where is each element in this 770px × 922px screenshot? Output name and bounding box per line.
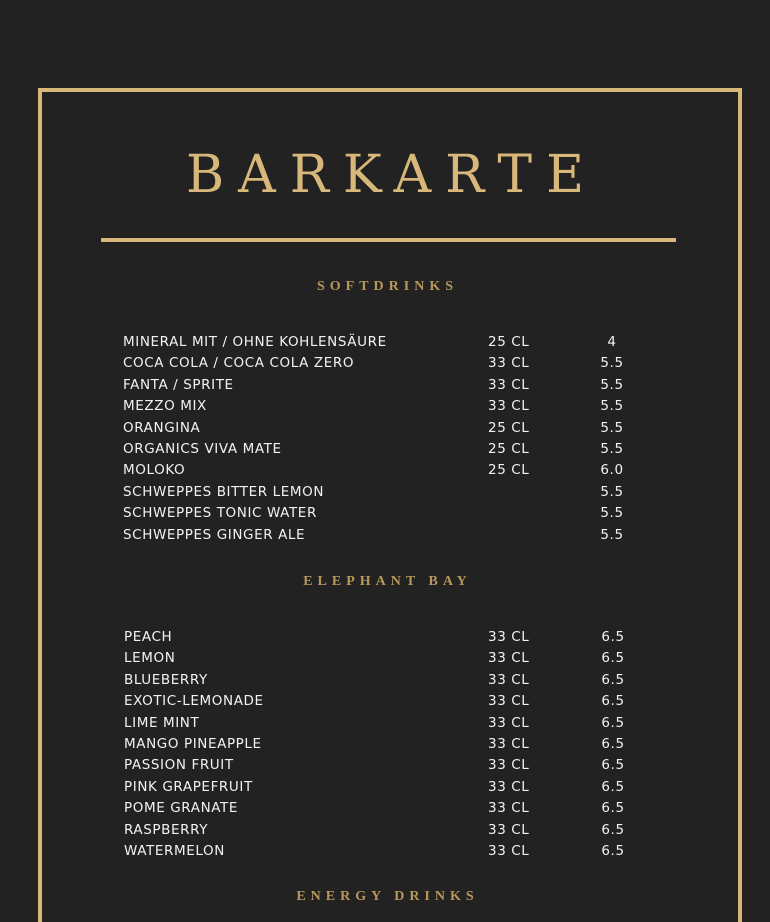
item-size: 33 CL (488, 842, 530, 859)
item-size: 25 CL (488, 462, 530, 479)
item-name: MEZZO MIX (123, 398, 207, 415)
list-item (0, 525, 770, 546)
elephant-bay-list (0, 627, 770, 862)
list-item (0, 691, 770, 712)
item-name: POME GRANATE (124, 800, 239, 817)
item-size: 33 CL (488, 671, 530, 688)
list-item (0, 713, 770, 734)
item-name: MOLOKO (123, 462, 186, 479)
section-title-elephant-bay: ELEPHANT BAY (303, 574, 472, 589)
item-name: MANGO PINEAPPLE (124, 735, 262, 752)
item-price: 6.5 (601, 650, 625, 667)
item-size: 33 CL (488, 821, 530, 838)
list-item (0, 670, 770, 691)
item-price: 6.5 (601, 629, 625, 645)
menu-title: BARKARTE (185, 145, 599, 205)
item-name: PINK GRAPEFRUIT (124, 778, 253, 795)
item-size: 33 CL (488, 355, 530, 372)
item-name: RASPBERRY (124, 821, 209, 838)
item-price: 6.5 (601, 693, 625, 710)
list-item (0, 627, 770, 648)
item-name: PASSION FRUIT (124, 757, 234, 774)
item-price: 6.5 (601, 778, 625, 795)
item-name: PEACH (124, 629, 173, 645)
list-item (0, 841, 770, 862)
item-name: ORANGINA (123, 419, 201, 436)
item-price: 5.5 (600, 440, 624, 457)
list-item (0, 755, 770, 776)
list-item (0, 482, 770, 503)
item-price: 6.5 (601, 735, 625, 752)
item-name: SCHWEPPES BITTER LEMON (123, 483, 325, 500)
item-size: 33 CL (488, 735, 530, 752)
title-divider (101, 238, 676, 242)
item-price: 6.5 (601, 714, 625, 731)
item-name: MINERAL MIT / OHNE KOHLENSÄURE (123, 334, 387, 350)
item-name: ORGANICS VIVA MATE (123, 440, 282, 457)
list-item (0, 439, 770, 460)
list-item (0, 734, 770, 755)
item-size: 33 CL (488, 629, 530, 645)
item-size: 33 CL (488, 693, 530, 710)
softdrinks-list (0, 332, 770, 546)
item-price: 5.5 (600, 398, 624, 415)
item-size: 33 CL (488, 714, 530, 731)
section-title-energy-drinks: ENERGY DRINKS (296, 889, 479, 904)
item-price: 5.5 (600, 483, 624, 500)
item-price: 5.5 (600, 376, 624, 393)
list-item (0, 798, 770, 819)
item-size: 33 CL (488, 398, 530, 415)
list-item (0, 777, 770, 798)
item-price: 6.0 (600, 462, 624, 479)
item-price: 4 (607, 334, 617, 350)
item-price: 5.5 (600, 526, 624, 543)
list-item (0, 503, 770, 524)
item-size: 33 CL (488, 778, 530, 795)
item-size: 33 CL (488, 650, 530, 667)
item-price: 5.5 (600, 505, 624, 522)
item-price: 6.5 (601, 671, 625, 688)
item-price: 5.5 (600, 355, 624, 372)
list-item (0, 648, 770, 669)
list-item (0, 396, 770, 417)
item-price: 6.5 (601, 800, 625, 817)
item-name: COCA COLA / COCA COLA ZERO (123, 355, 355, 372)
item-size: 33 CL (488, 376, 530, 393)
item-size: 33 CL (488, 800, 530, 817)
list-item (0, 418, 770, 439)
item-price: 6.5 (601, 842, 625, 859)
item-name: LEMON (124, 650, 176, 667)
item-name: WATERMELON (124, 842, 225, 859)
section-title-softdrinks: SOFTDRINKS (316, 279, 459, 294)
item-price: 6.5 (601, 821, 625, 838)
item-name: LIME MINT (124, 714, 200, 731)
list-item (0, 460, 770, 481)
item-name: FANTA / SPRITE (123, 376, 234, 393)
list-item (0, 332, 770, 353)
list-item (0, 375, 770, 396)
item-size: 25 CL (488, 440, 530, 457)
item-size: 33 CL (488, 757, 530, 774)
item-name: SCHWEPPES TONIC WATER (123, 505, 317, 522)
item-name: BLUEBERRY (124, 671, 208, 688)
item-name: SCHWEPPES GINGER ALE (123, 526, 306, 543)
list-item (0, 820, 770, 841)
item-price: 5.5 (600, 419, 624, 436)
item-name: EXOTIC-LEMONADE (124, 693, 264, 710)
list-item (0, 353, 770, 374)
item-price: 6.5 (601, 757, 625, 774)
item-size: 25 CL (488, 419, 530, 436)
item-size: 25 CL (488, 334, 530, 350)
